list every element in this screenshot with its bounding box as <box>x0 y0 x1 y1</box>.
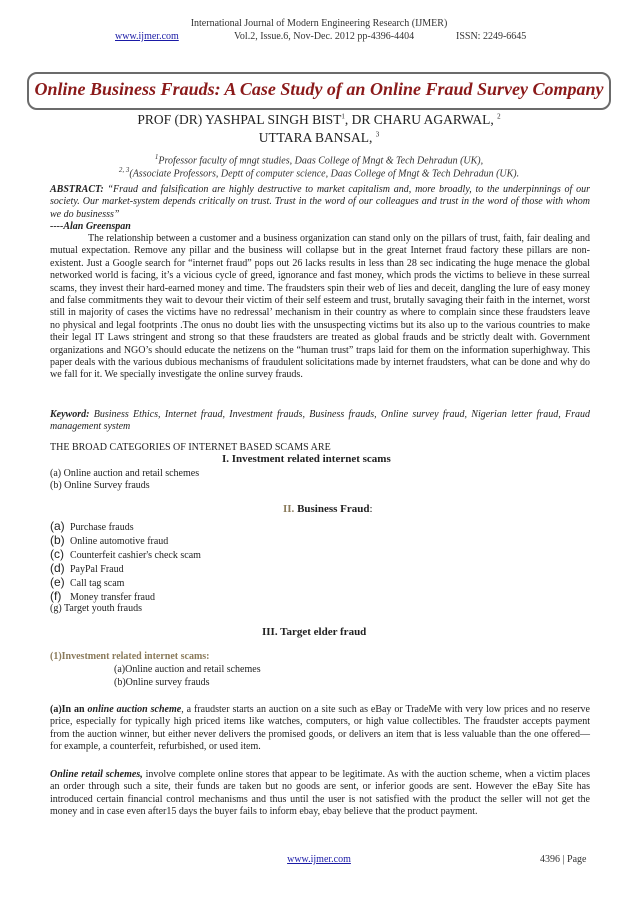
abstract-text: “Fraud and falsification are highly destructive to market capitalism and, more broadly, to the underpinnings of our society. Our market-system depends critically on trust. Trust in the word of our colleagues and trust in the word of those with whom we do businesss” <box>50 184 590 220</box>
title-box <box>27 72 611 110</box>
author-3-sup: 3 <box>375 130 380 139</box>
auction-text: , a fraudster starts an auction on a site such as eBay or TradeMe with very low prices and no reserve price, especially for typically high priced items like watches, computers, or high value collectibles. The fraudster accepts payment from the auction winner, but either never delivers the promised goods, or delivers an item that is less valuable than the one offered—for example, a counterfeit, refurbished, or used item. <box>50 704 590 753</box>
authors-line-1 <box>0 112 638 128</box>
author-1: PROF (DR) YASHPAL SINGH BIST <box>137 112 342 127</box>
keywords <box>50 409 590 434</box>
author-2-sup: 2 <box>497 112 501 121</box>
list-item-text: Purchase frauds <box>70 522 134 533</box>
list-item-text: Call tag scam <box>70 578 125 589</box>
category-2-heading-text: Business Fraud <box>294 503 370 515</box>
list-item-text: Money transfer fraud <box>70 592 155 603</box>
list-marker: (f) <box>50 589 62 603</box>
category-3-heading: III. Target elder fraud <box>262 626 367 638</box>
abstract-signature: ----Alan Greenspan <box>50 221 131 232</box>
abstract <box>50 184 590 221</box>
list-item-text: Online automotive fraud <box>70 536 169 547</box>
body-paragraph: The relationship between a customer and a business organization can stand only on the pillars of trust, faith, fair dealing and mutual expectation. Remove any pillar and the business will collapse but in the great Internet fraud factory these pillars are non-existent. Just a Google search for “internet fraud” pops out 26 lacks results in less than 28 sec indicating the huge menace the global networked world is facing, it’s a vicious cycle of greed, ignorance and fast money, which prods the victims to believe in these surreal scams, they invest their hard-earned money and time. The fraudsters spin their web of lies and deceit, dangling the lure of easy money and false commitments they wait to devour their victim of their self esteem and trust, brutally savaging their faith in the internet, worst still in majority of cases the victims have no redressal’ mechanism in their country as where to complain since these fraudsters leave no physical and legal footprints .The onus no doubt lies with the unsuspecting victims but its also up to the various countries to make their legal IT Laws stringent and strong so that these fraudsters are treated as global frauds and be strictly dealt with. Government organizations and NGO’s should educate the netizens on the “human trust” traps laid for them on the information superhighway. This paper deals with the various dubious mechanisms of fraudulent solicitations made by internet fraudsters, what can be done and why do we fall for it. We specially investigate the online survey frauds. <box>50 233 590 381</box>
category-2-heading-colon: : <box>369 503 373 515</box>
list-item <box>50 533 168 547</box>
keywords-label: Keyword: <box>50 409 90 420</box>
list-marker: (a) <box>50 519 65 533</box>
paper-title: Online Business Frauds: A Case Study of an Online Fraud Survey Company <box>34 79 604 99</box>
list-item-text: PayPal Fraud <box>70 564 124 575</box>
affiliation-2-sup: 2, 3 <box>118 166 130 174</box>
section-1-sub-a: (a)Online auction and retail schemes <box>114 664 261 675</box>
abstract-label: ABSTRACT: <box>50 184 104 195</box>
affiliation-2 <box>0 166 638 179</box>
list-item <box>50 589 155 603</box>
category-2-heading <box>283 503 373 515</box>
auction-lead-b: online auction scheme <box>87 704 182 715</box>
list-marker: (e) <box>50 575 65 589</box>
section-1-heading: (1)Investment related internet scams: <box>50 651 210 662</box>
affiliation-1 <box>0 153 638 166</box>
affiliation-2-text: (Associate Professors, Deptt of computer science, Daas College of Mngt & Tech Dehradun (UK). <box>129 168 520 180</box>
retail-paragraph <box>50 769 590 819</box>
list-item <box>50 575 124 589</box>
affiliation-1-text: Professor faculty of mngt studies, Daas College of Mngt & Tech Dehradun (UK), <box>158 155 484 167</box>
category-1-item: (b) Online Survey frauds <box>50 480 150 491</box>
list-item-text: Counterfeit cashier's check scam <box>70 550 201 561</box>
list-item-last: (g) Target youth frauds <box>50 603 142 614</box>
category-2-heading-num: II. <box>283 503 295 515</box>
journal-name: International Journal of Modern Engineering Research (IJMER) <box>190 18 448 29</box>
author-3: UTTARA BANSAL, <box>258 130 373 145</box>
page-number: 4396 | Page <box>540 854 587 865</box>
section-1-sub-b: (b)Online survey frauds <box>114 677 210 688</box>
header-volume: Vol.2, Issue.6, Nov-Dec. 2012 pp-4396-4404 <box>234 31 415 42</box>
footer-website-link[interactable]: www.ijmer.com <box>287 854 351 865</box>
category-1-heading: I. Investment related internet scams <box>222 453 391 465</box>
author-2: , DR CHARU AGARWAL, <box>344 112 494 127</box>
header-issn: ISSN: 2249-6645 <box>456 31 527 42</box>
author-1-sup: 1 <box>341 112 345 121</box>
list-item <box>50 519 134 533</box>
list-item <box>50 547 201 561</box>
retail-text: involve complete online stores that appear to be legitimate. As with the auction scheme, when a victim places an order through such a site, their funds are taken but no goods are sent, or inferior goods are sent. However the eBay Site has introduced certain financial control mechanisms and thus until the user is not satisfied with the product the seller will not get the money and in case even after15 days the buyer fails to inform ebay, ebay believe that the product payment. <box>50 769 590 818</box>
auction-lead-a: (a)In an <box>50 704 88 715</box>
category-1-item: (a) Online auction and retail schemes <box>50 468 200 479</box>
retail-lead: Online retail schemes, <box>50 769 143 780</box>
header-website-link[interactable]: www.ijmer.com <box>115 31 179 42</box>
keywords-text: Business Ethics, Internet fraud, Investment frauds, Business frauds, Online survey fraud, Nigerian letter fraud, Fraud management system <box>50 409 590 433</box>
list-marker: (b) <box>50 533 65 547</box>
authors-line-2 <box>0 130 638 146</box>
categories-intro: THE BROAD CATEGORIES OF INTERNET BASED SCAMS ARE <box>50 442 331 453</box>
list-marker: (d) <box>50 561 65 575</box>
list-marker: (c) <box>50 547 64 561</box>
affiliation-1-sup: 1 <box>154 153 159 161</box>
list-item <box>50 561 124 575</box>
auction-paragraph <box>50 704 590 754</box>
